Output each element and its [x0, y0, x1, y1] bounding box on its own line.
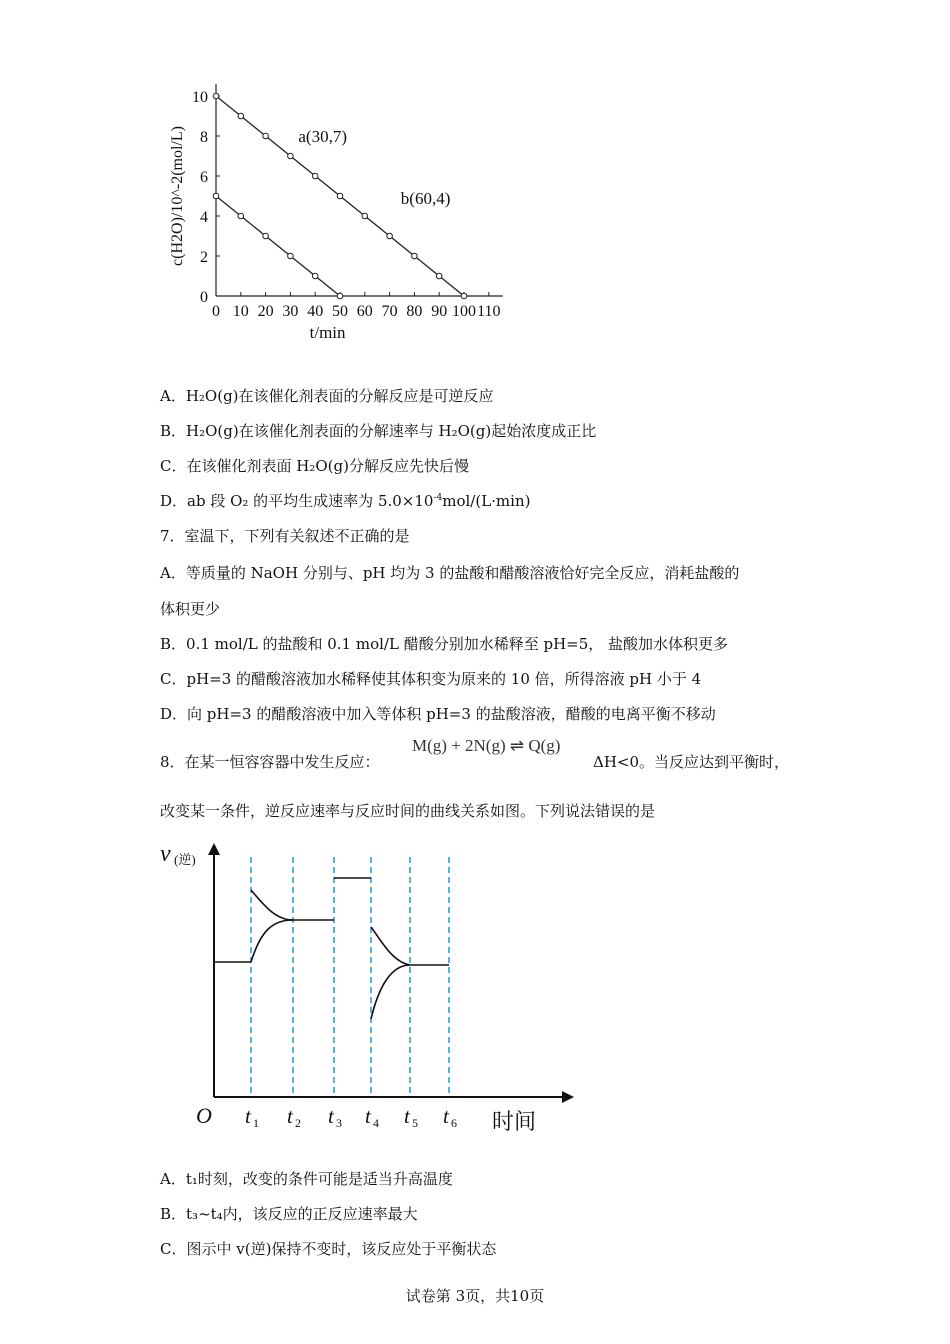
chart1-y-tick-label: 6: [200, 169, 208, 186]
chart1-data-point: [238, 213, 244, 219]
chart1-y-tick-label: 0: [200, 289, 208, 306]
chart2-rising-curve: [251, 920, 293, 962]
chart1-x-tick-label: 110: [477, 303, 501, 320]
chart1-annotation: a(30,7): [298, 127, 348, 146]
chart2-x-axis-arrow: [562, 1091, 574, 1103]
chart2-tick-sub-t1: 1: [253, 1116, 259, 1130]
q6-option-d-exponent: -4: [433, 493, 443, 503]
chart1-data-point: [263, 133, 269, 139]
chart1-x-tick-label: 20: [257, 303, 274, 320]
chart1-data-point: [362, 213, 368, 219]
chart1-x-tick-label: 90: [431, 303, 448, 320]
q7-option-d: D．向 pH=3 的醋酸溶液中加入等体积 pH=3 的盐酸溶液，醋酸的电离平衡不移动: [160, 705, 716, 723]
q7-stem: 7．室温下，下列有关叙述不正确的是: [160, 527, 410, 545]
chart2-tick-sub-t2: 2: [295, 1116, 301, 1130]
chart1-x-axis-label: t/min: [309, 323, 346, 342]
chart1-data-point: [288, 153, 294, 159]
q8-option-a: A．t₁时刻，改变的条件可能是适当升高温度: [160, 1170, 453, 1188]
q6-option-c: C．在该催化剂表面 H₂O(g)分解反应先快后慢: [160, 457, 469, 475]
chart1-x-tick-label: 70: [381, 303, 398, 320]
chart1-data-point: [213, 93, 219, 99]
chart2-tick-sub-t6: 6: [451, 1116, 457, 1130]
chart2-tick-label-t6: t: [443, 1104, 449, 1128]
chart2-tick-label-t4: t: [365, 1104, 371, 1128]
chart2-tick-label-t1: t: [245, 1104, 251, 1128]
chart1-data-point: [387, 233, 393, 239]
q8-option-b: B．t₃~t₄内，该反应的正反应速率最大: [160, 1205, 418, 1223]
q7-option-b: B．0.1 mol/L 的盐酸和 0.1 mol/L 醋酸分别加水稀释至 pH=5， 盐酸加水体积更多: [160, 635, 729, 653]
chart1-data-point: [337, 293, 343, 299]
chart1-annotation: b(60,4): [400, 189, 451, 208]
q7-option-c: C．pH=3 的醋酸溶液加水稀释使其体积变为原来的 10 倍，所得溶液 pH 小于 4: [160, 670, 702, 688]
chart2-main: [208, 843, 574, 1130]
chart1-data-point: [263, 233, 269, 239]
q8-option-c: C．图示中 v(逆)保持不变时，该反应处于平衡状态: [160, 1240, 497, 1258]
chart1-y-tick-label: 4: [200, 209, 208, 226]
chart1-data-point: [461, 293, 467, 299]
chart2-origin-label: O: [196, 1103, 212, 1128]
chart1-data-point: [337, 193, 343, 199]
chart2-tick-label-t3: t: [328, 1104, 334, 1128]
q8-stem-end: ΔH<0。当反应达到平衡时，: [593, 753, 790, 771]
chart1-y-tick-label: 10: [192, 89, 208, 106]
q6-option-a: A．H₂O(g)在该催化剂表面的分解反应是可逆反应: [160, 387, 494, 405]
chart1-data-point: [312, 273, 318, 279]
chart1-axes: [216, 84, 503, 296]
q8-stem-line2: 改变某一条件，逆反应速率与反应时间的曲线关系如图。下列说法错误的是: [160, 802, 656, 820]
chart2-tick-sub-t5: 5: [412, 1116, 418, 1130]
q6-option-d: [160, 491, 530, 511]
chart2-x-axis-label: 时间: [492, 1109, 537, 1134]
chart1-x-tick-label: 40: [307, 303, 324, 320]
chart1-y-tick-label: 2: [200, 249, 208, 266]
q6-option-b: B．H₂O(g)在该催化剂表面的分解速率与 H₂O(g)起始浓度成正比: [160, 422, 597, 440]
chart2-tick-sub-t4: 4: [373, 1116, 379, 1130]
chart1-x-tick-label: 0: [212, 303, 220, 320]
q8-equation: M(g) + 2N(g) ⇌ Q(g): [412, 736, 561, 755]
chart1-data-point: [312, 173, 318, 179]
chart1-y-tick-label: 8: [200, 129, 208, 146]
chart1-x-tick-label: 10: [232, 303, 249, 320]
q7-option-a-line1: A．等质量的 NaOH 分别与、pH 均为 3 的盐酸和醋酸溶液恰好完全反应，消耗盐酸的: [160, 564, 740, 582]
concentration-time-chart: [160, 70, 530, 360]
chart1-x-tick-label: 100: [452, 303, 476, 320]
chart2-increasing-curve: [371, 965, 410, 1019]
chart1-data-point: [288, 253, 294, 259]
chart2-y-axis-label-v: v: [160, 841, 171, 867]
chart1-x-tick-label: 50: [332, 303, 348, 320]
chart1-data-point: [238, 113, 244, 119]
chart2-tick-sub-t3: 3: [336, 1116, 342, 1130]
chart1-data-point: [436, 273, 442, 279]
chart1-x-tick-label: 60: [356, 303, 373, 320]
page-footer: 试卷第 3页，共10页: [405, 1287, 545, 1305]
q7-option-a-line2: 体积更少: [160, 600, 221, 618]
chart1-series-line-lower: [216, 196, 340, 296]
q6-option-d-unit: mol/(L·min): [442, 492, 531, 510]
chart1-x-tick-label: 80: [406, 303, 423, 320]
chart2-y-axis-arrow: [208, 843, 220, 855]
chart2-tick-label-t5: t: [404, 1104, 410, 1128]
chart1-data-point: [412, 253, 418, 259]
chart2-decreasing-curve: [371, 927, 410, 965]
chart2-falling-curve: [251, 890, 293, 920]
q8-stem-start: 8．在某一恒容容器中发生反应：: [160, 753, 380, 771]
reverse-rate-time-chart: [150, 835, 590, 1145]
chart2-y-axis-label-sub: (逆): [174, 852, 196, 867]
chart1-data-point: [213, 193, 219, 199]
chart2-tick-label-t2: t: [287, 1104, 293, 1128]
chart1-y-axis-label: c(H2O)/10^-2(mol/L): [169, 126, 186, 266]
chart1-x-tick-label: 30: [282, 303, 299, 320]
q6-option-d-text: D．ab 段 O₂ 的平均生成速率为 5.0×10: [160, 492, 434, 510]
